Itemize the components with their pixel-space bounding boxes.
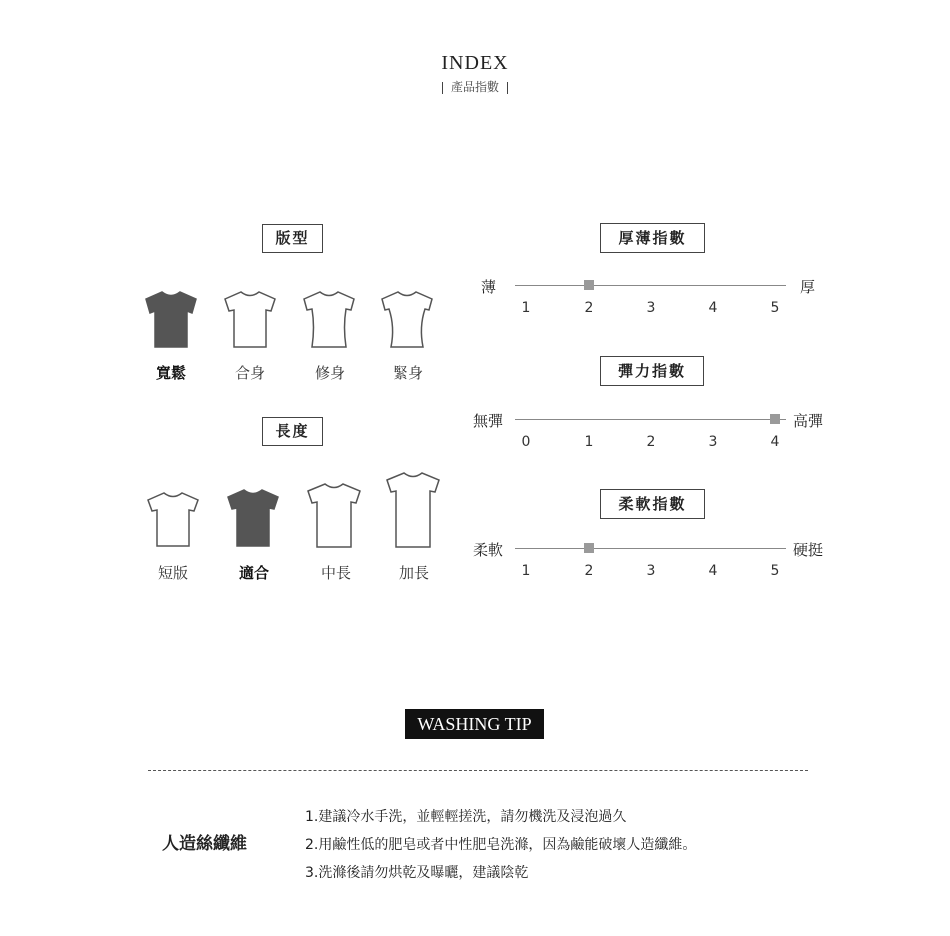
length-label-2: 適合 [238,564,269,582]
washing-tip-1: 1.建議冷水手洗，並輕輕搓洗，請勿機洗及浸泡過久 [305,809,627,825]
fabric-material: 人造絲纖維 [162,834,247,854]
elasticity-scale-line [515,419,786,420]
fit-shirt-icon-1 [142,289,200,349]
elasticity-tick-4: 3 [708,434,718,450]
thickness-tick-5: 5 [770,300,780,316]
softness-tick-2: 2 [584,563,594,579]
thickness-marker [584,280,594,290]
fit-shirt-icon-3 [300,289,358,349]
thickness-left-label: 薄 [481,278,497,296]
length-shirt-icon-4 [383,470,443,549]
length-shirt-icon-2 [224,487,282,549]
fit-label-1: 寬鬆 [155,364,186,382]
elasticity-tick-5: 4 [770,434,780,450]
thickness-tick-3: 3 [646,300,656,316]
elasticity-tick-3: 2 [646,434,656,450]
length-label-3: 中長 [320,564,351,582]
length-shirt-icon-1 [144,490,202,548]
softness-tick-3: 3 [646,563,656,579]
page-title: INDEX [441,52,509,74]
length-title-box: 長度 [262,417,323,446]
washing-tip-2: 2.用鹼性低的肥皂或者中性肥皂洗滌，因為鹼能破壞人造纖維。 [305,837,697,853]
fit-shirt-icon-2 [221,289,279,349]
length-shirt-icon-3 [304,481,364,549]
thickness-tick-2: 2 [584,300,594,316]
washing-tip-title: WASHING TIP [405,709,544,739]
shirt-short-icon [148,493,198,546]
softness-tick-5: 5 [770,563,780,579]
softness-right-label: 硬挺 [793,541,824,559]
thickness-right-label: 厚 [800,278,816,296]
elasticity-left-label: 無彈 [473,412,504,430]
divider-left [442,82,443,94]
shirt-slim-icon [304,292,354,347]
thickness-tick-4: 4 [708,300,718,316]
shirt-medium-long-icon [308,484,360,547]
dashed-divider [148,770,808,771]
softness-tick-1: 1 [521,563,531,579]
fit-label-4: 緊身 [392,364,423,382]
length-label-4: 加長 [398,564,429,582]
thickness-title-box: 厚薄指數 [600,223,705,253]
washing-tip-3: 3.洗滌後請勿烘乾及曝曬，建議陰乾 [305,865,529,881]
shirt-tight-icon [382,292,432,347]
fit-shirt-icon-4 [378,289,436,349]
fit-label-2: 合身 [234,364,265,382]
fit-label-3: 修身 [314,364,345,382]
fit-title-box: 版型 [262,224,323,253]
divider-right [507,82,508,94]
elasticity-title-box: 彈力指數 [600,356,704,386]
thickness-scale-line [515,285,786,286]
softness-marker [584,543,594,553]
elasticity-tick-1: 0 [521,434,531,450]
elasticity-right-label: 高彈 [793,412,824,430]
subtitle-text: 產品指數 [450,80,499,94]
shirt-long-icon [387,473,439,547]
length-label-1: 短版 [157,564,188,582]
shirt-loose-icon [146,292,196,347]
shirt-regular-icon [225,292,275,347]
softness-tick-4: 4 [708,563,718,579]
softness-title-box: 柔軟指數 [600,489,705,519]
softness-left-label: 柔軟 [473,541,504,559]
softness-scale-line [515,548,786,549]
page-subtitle [0,78,950,95]
thickness-tick-1: 1 [521,300,531,316]
elasticity-tick-2: 1 [584,434,594,450]
shirt-standard-icon [228,490,278,546]
elasticity-marker [770,414,780,424]
